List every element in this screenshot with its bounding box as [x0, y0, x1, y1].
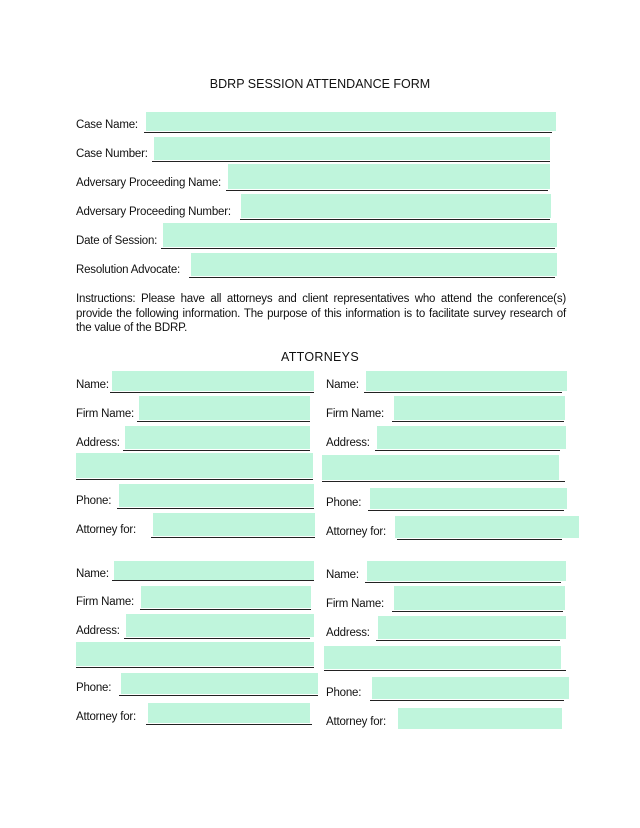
- attorney-2-address-line2-input[interactable]: [322, 455, 559, 480]
- attorney-2-phone-rule: [368, 510, 564, 511]
- attorney-3-attorney-for-input[interactable]: [148, 703, 310, 723]
- form-title: BDRP SESSION ATTENDANCE FORM: [209, 77, 431, 91]
- attorney-1-firm-input[interactable]: [139, 396, 310, 420]
- attorney-1-attorney-for-input[interactable]: [153, 513, 315, 536]
- attorney-4-firm-label: Firm Name:: [326, 598, 385, 610]
- attorney-3-firm-input[interactable]: [141, 586, 311, 608]
- attorney-4-address-line2-rule: [324, 670, 566, 671]
- attorney-1-address-label: Address:: [76, 437, 120, 449]
- attorney-1-attorney-for-rule: [151, 537, 315, 538]
- attorney-3-name-rule: [112, 580, 314, 581]
- attorney-4-firm-input[interactable]: [394, 586, 565, 610]
- attorney-1-address-line2-input[interactable]: [76, 453, 313, 478]
- attorney-4-name-input[interactable]: [367, 561, 566, 581]
- attorney-1-name-rule: [110, 392, 314, 393]
- date-of-session-label: Date of Session:: [76, 235, 158, 247]
- attorney-3-name-input[interactable]: [114, 561, 314, 580]
- attorney-4-name-label: Name:: [326, 569, 359, 581]
- attorney-2-attorney-for-label: Attorney for:: [326, 526, 387, 538]
- attorney-3-phone-label: Phone:: [76, 682, 112, 694]
- attorney-1-address-line2-rule: [76, 479, 313, 480]
- attorney-1-address-input[interactable]: [125, 426, 310, 449]
- attorney-3-address-rule: [124, 638, 310, 639]
- attorney-3-phone-input[interactable]: [121, 673, 318, 694]
- attorney-2-phone-label: Phone:: [326, 497, 362, 509]
- date-of-session-rule: [161, 248, 555, 249]
- case-name-label: Case Name:: [76, 119, 138, 131]
- date-of-session-input[interactable]: [163, 223, 557, 247]
- attorney-2-firm-label: Firm Name:: [326, 408, 385, 420]
- attorney-3-firm-label: Firm Name:: [76, 596, 135, 608]
- attorney-4-attorney-for-input[interactable]: [398, 708, 562, 729]
- attorney-2-attorney-for-rule: [397, 539, 562, 540]
- attorney-4-address-input[interactable]: [378, 616, 566, 639]
- attorney-3-name-label: Name:: [76, 568, 109, 580]
- attorney-1-name-input[interactable]: [112, 371, 314, 391]
- adversary-proceeding-number-rule: [240, 219, 550, 220]
- attorney-3-phone-rule: [119, 695, 318, 696]
- attorney-1-address-rule: [123, 450, 310, 451]
- attorney-1-name-label: Name:: [76, 379, 109, 391]
- attorney-4-attorney-for-label: Attorney for:: [326, 716, 387, 728]
- case-number-input[interactable]: [154, 137, 550, 160]
- attorney-2-name-label: Name:: [326, 379, 359, 391]
- attorney-3-address-input[interactable]: [126, 614, 314, 637]
- attorney-2-name-input[interactable]: [366, 371, 567, 391]
- attorney-3-address-label: Address:: [76, 625, 120, 637]
- adversary-proceeding-name-label: Adversary Proceeding Name:: [76, 177, 222, 189]
- attorney-2-name-rule: [364, 392, 562, 393]
- attorney-2-attorney-for-input[interactable]: [395, 516, 579, 538]
- case-number-rule: [152, 161, 550, 162]
- attorney-1-phone-rule: [117, 508, 314, 509]
- adversary-proceeding-number-input[interactable]: [241, 194, 551, 218]
- attorney-1-phone-input[interactable]: [119, 484, 314, 507]
- attorney-1-firm-label: Firm Name:: [76, 408, 135, 420]
- adversary-proceeding-name-rule: [226, 190, 548, 191]
- attorney-2-address-label: Address:: [326, 437, 370, 449]
- attorneys-heading: ATTORNEYS: [281, 350, 359, 364]
- attorney-2-address-rule: [375, 450, 560, 451]
- case-name-input[interactable]: [146, 112, 556, 131]
- instructions-text: Instructions: Please have all attorneys and client representatives who attend the conference(s) provide the following information. The purpose of this information is to facilitate survey research of the value of the BDRP.: [76, 293, 566, 334]
- resolution-advocate-label: Resolution Advocate:: [76, 264, 181, 276]
- attorney-4-phone-rule: [370, 700, 564, 701]
- attorney-2-firm-rule: [392, 421, 564, 422]
- attorney-4-address-label: Address:: [326, 627, 370, 639]
- case-number-label: Case Number:: [76, 148, 148, 160]
- attorney-3-address-line2-rule: [76, 667, 314, 668]
- attorney-4-phone-label: Phone:: [326, 687, 362, 699]
- attorney-4-address-line2-input[interactable]: [324, 646, 561, 669]
- adversary-proceeding-number-label: Adversary Proceeding Number:: [76, 206, 231, 218]
- attorney-3-firm-rule: [140, 609, 311, 610]
- adversary-proceeding-name-input[interactable]: [228, 164, 550, 189]
- attorney-4-address-rule: [376, 640, 560, 641]
- attorney-4-name-rule: [365, 582, 561, 583]
- attorney-4-firm-rule: [392, 611, 563, 612]
- attorney-3-attorney-for-label: Attorney for:: [76, 711, 137, 723]
- attorney-1-attorney-for-label: Attorney for:: [76, 524, 137, 536]
- attorney-4-phone-input[interactable]: [372, 677, 569, 699]
- attorney-2-firm-input[interactable]: [394, 396, 565, 420]
- attorney-2-address-input[interactable]: [377, 426, 566, 449]
- resolution-advocate-rule: [189, 277, 555, 278]
- attorney-3-attorney-for-rule: [146, 724, 312, 725]
- attorney-1-phone-label: Phone:: [76, 495, 112, 507]
- attorney-2-address-line2-rule: [322, 481, 565, 482]
- case-name-rule: [144, 132, 552, 133]
- attorney-1-firm-rule: [137, 421, 310, 422]
- resolution-advocate-input[interactable]: [191, 253, 557, 276]
- attorney-3-address-line2-input[interactable]: [76, 642, 314, 666]
- attorney-2-phone-input[interactable]: [370, 488, 567, 509]
